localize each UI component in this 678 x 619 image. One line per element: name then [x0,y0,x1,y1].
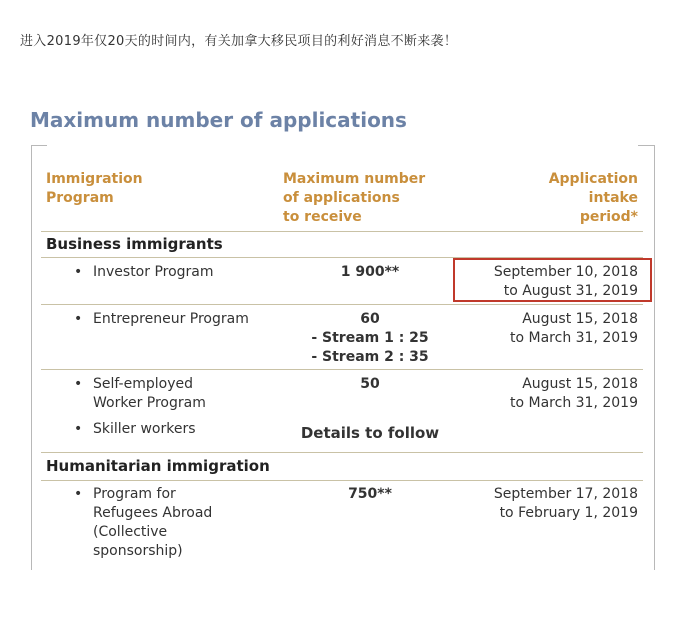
rule [41,452,643,453]
section-humanitarian-immigration: Humanitarian immigration [46,457,270,475]
program-label: Program for Refugees Abroad (Collective sponsorship) [93,486,213,559]
frame-top-right-corner [638,145,655,146]
program-label: Skiller workers [93,421,196,437]
program-label: Entrepreneur Program [93,311,249,327]
intake-period: September 17, 2018 to February 1, 2019 [493,486,638,521]
bullet: • [74,264,83,280]
intake-period: August 15, 2018 to March 31, 2019 [510,376,638,411]
rule [41,231,643,232]
max-applications: 750** [348,486,392,502]
max-applications: 50 [360,376,380,392]
rule [41,480,643,481]
header-immigration-program: Immigration Program [46,171,143,206]
section-business-immigrants: Business immigrants [46,235,223,253]
intake-period: September 10, 2018 to August 31, 2019 [493,264,638,299]
max-applications: Details to follow [300,424,440,442]
intro-text: 进入2019年仅20天的时间内，有关加拿大移民项目的利好消息不断来袭！ [20,34,458,49]
bullet: • [74,486,83,502]
program-label: Investor Program [93,264,214,280]
table-title: Maximum number of applications [30,108,407,132]
highlight-box [453,258,652,302]
intake-period: August 15, 2018 to March 31, 2019 [510,311,638,346]
program-label: Self-employed Worker Program [93,376,206,411]
max-applications: 1 900** [340,264,400,280]
frame-right-border [654,145,655,570]
header-intake-period: Application intake period* [548,171,638,225]
bullet: • [74,311,83,327]
bullet: • [74,421,83,437]
bullet: • [74,376,83,392]
frame-top-left-corner [31,145,47,146]
rule [41,369,643,370]
rule [41,304,643,305]
header-maximum-applications: Maximum number of applications to receive [283,171,426,225]
frame-left-border [31,145,32,570]
max-applications: 60 - Stream 1 : 25 - Stream 2 : 35 [311,311,429,365]
